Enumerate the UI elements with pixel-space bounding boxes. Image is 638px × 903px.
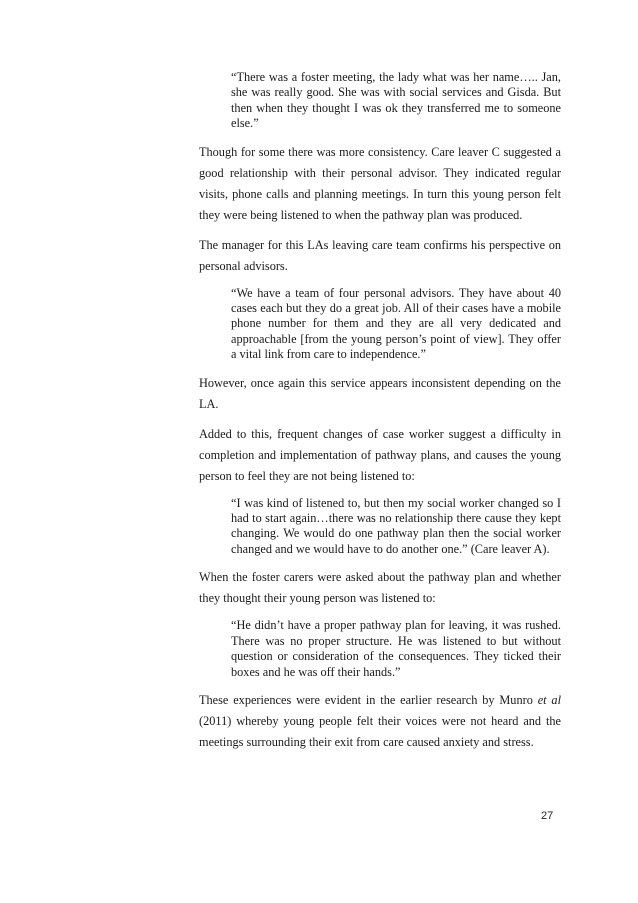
munro-text-after: (2011) whereby young people felt their voices were not heard and the meetings surrounding their exit from care caused anxiety and stress. <box>199 713 561 749</box>
paragraph-case-worker: Added to this, frequent changes of case worker suggest a difficulty in completion and implementation of pathway plans, and causes the young person to feel they are not being listened to: <box>199 426 561 483</box>
munro-et-al: et al <box>537 692 561 707</box>
paragraph-foster-carers: When the foster carers were asked about the pathway plan and whether they thought their young person was listened to: <box>199 570 561 606</box>
quote-rushed-plan: “He didn’t have a proper pathway plan for leaving, it was rushed. There was no proper structure. He was listened to but without question or consideration of the consequences. They ticked their boxes and he was off their hands.” <box>231 618 561 679</box>
quote-foster-meeting: “There was a foster meeting, the lady what was her name….. Jan, she was really good. She was with social services and Gisda. But then when they thought I was ok they transferred me to someone else.” <box>231 70 561 131</box>
munro-text-before: These experiences were evident in the earlier research by Munro <box>199 692 538 707</box>
paragraph-inconsistent: However, once again this service appears inconsistent depending on the LA. <box>199 375 561 411</box>
quote-personal-advisors: “We have a team of four personal advisors. They have about 40 cases each but they do a great job. All of their cases have a mobile phone number for them and they are all very dedicated and approachable [from the young person’s point of view]. They offer a vital link from care to independence.” <box>231 285 561 362</box>
paragraph-consistency: Though for some there was more consistency. Care leaver C suggested a good relationship with their personal advisor. They indicated regular visits, phone calls and planning meetings. In turn this young person felt they were being listened to when the pathway plan was produced. <box>199 144 561 222</box>
paragraph-manager: The manager for this LAs leaving care team confirms his perspective on personal advisors. <box>199 237 561 273</box>
quote-care-leaver-a: “I was kind of listened to, but then my social worker changed so I had to start again…there was no relationship there cause they kept changing. We would do one pathway plan then the social worker changed and we would have to do another one.” (Care leaver A). <box>231 495 561 556</box>
paragraph-munro <box>199 690 561 753</box>
page-number: 27 <box>541 810 554 822</box>
body-text <box>199 70 561 753</box>
